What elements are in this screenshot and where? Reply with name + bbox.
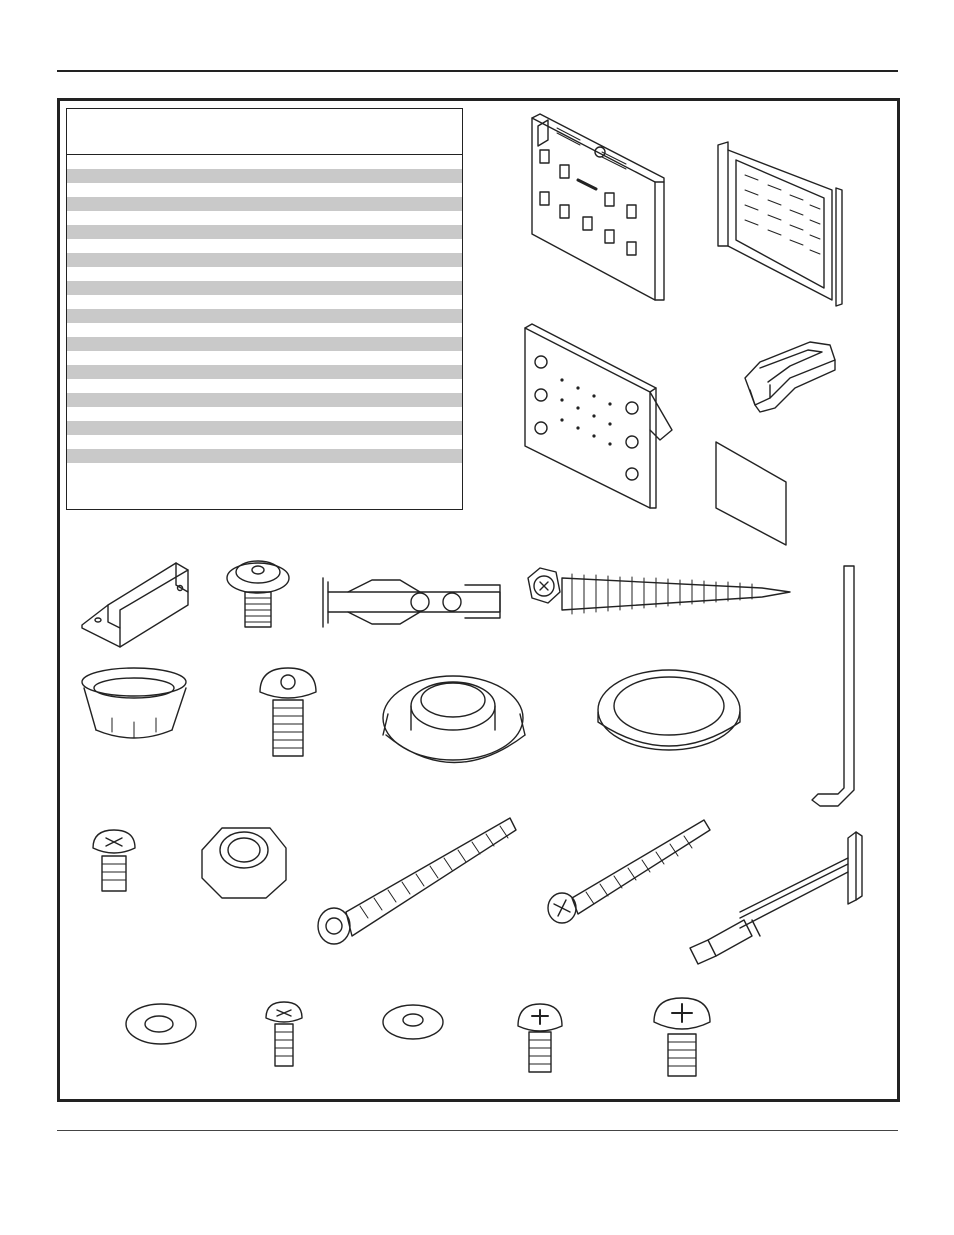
- drywall-anchor-icon: [323, 578, 500, 627]
- flat-ring-icon: [598, 670, 740, 750]
- cable-clip-icon: [745, 342, 835, 412]
- thin-washer-icon: [383, 1005, 443, 1039]
- large-phillips-screw-icon: [654, 998, 710, 1076]
- small-phillips-screw-icon: [93, 830, 135, 891]
- allen-wrench-icon: [812, 566, 854, 806]
- adapter-plate-icon: [525, 324, 672, 508]
- extension-arm-icon: [690, 832, 862, 964]
- wall-plate-icon: [532, 114, 664, 300]
- long-socket-bolt-icon: [318, 818, 516, 944]
- hex-nut-icon: [202, 828, 286, 898]
- grommet-icon: [82, 668, 186, 738]
- bottom-rule: [57, 1130, 898, 1131]
- long-phillips-screw-icon: [548, 820, 710, 923]
- adhesive-pad-icon: [716, 442, 786, 545]
- flat-washer-icon: [126, 1004, 196, 1044]
- lag-bolt-icon: [528, 568, 790, 614]
- angle-bracket-icon: [82, 563, 188, 647]
- threaded-ring-nut-icon: [383, 676, 525, 763]
- phillips-screw-icon: [518, 1004, 562, 1072]
- rack-shelf-icon: [718, 142, 842, 306]
- pan-head-screw-icon: [266, 1002, 302, 1066]
- serrated-washer-screw-icon: [227, 561, 289, 627]
- button-head-screw-icon: [260, 668, 316, 756]
